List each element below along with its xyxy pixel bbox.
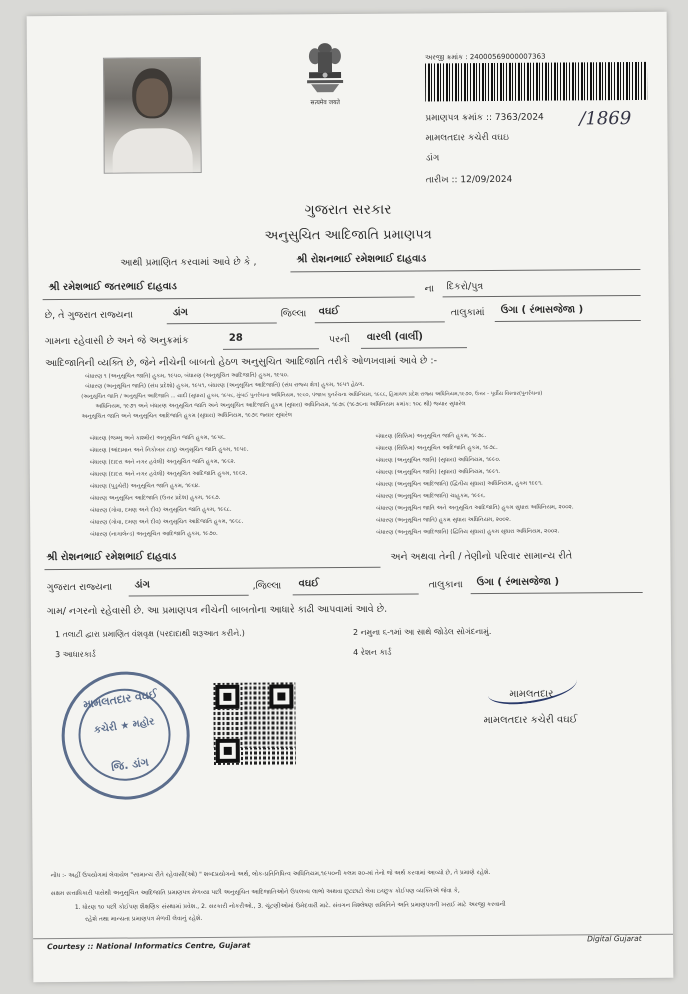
document-item: 4 રેશન કાર્ડ xyxy=(353,647,392,657)
father-name: શ્રી રમેશભાઈ જતરભાઈ દાહવાડ xyxy=(48,281,177,294)
photo-face xyxy=(136,78,168,116)
order-right-item: બંધારણ (અનુસૂચિત જાતિ) (સુધારા) અધિનિયમ, ૧૯૯૦. xyxy=(375,456,501,464)
applicant-name-repeat: શ્રી રોશનભાઈ રમેશભાઈ દાહવાડ xyxy=(46,551,177,564)
order-line: અનુસૂચિત જાતિ અને અનુસૂચિત આદિજાતિ હુકમ (સુધારા) અધિનિયમ, ૧૯૭૬ જ્યાર સુધારેલ xyxy=(81,412,293,420)
qr-finder xyxy=(215,685,239,709)
qr-finder xyxy=(216,739,240,763)
issuing-district: ડાંગ xyxy=(425,153,440,164)
order-right-item: બંધારણ (અનુસૂચિત જાતિ) હુકમ સુધારા અધિનિયમ, ૨૦૦૨. xyxy=(376,516,511,524)
footer-divider xyxy=(33,934,673,939)
certificate-number-label: પ્રમાણપત્ર ક્રમાંક :: xyxy=(425,112,493,124)
footer-brand: Digital Gujarat xyxy=(587,933,642,944)
village-underline xyxy=(495,320,641,322)
seal-line-3: જિ. ડાંગ xyxy=(110,755,150,774)
district-label: જિલ્લા xyxy=(280,308,307,320)
note-line: 1. ધોરણ ૧૦ પછી કોઈપણ શૈક્ષણિક સંસ્થામાં પ્રવેશ., 2. સરકારી નોકરીઓ., 3. ચૂંટણીઓમાં ઉમેદવારી માટે. સંવગન વિશ્લેષણ સમિતિને અતિ પ્રમાણપત્રની ખરાઈ માટે અરજી કરવાની xyxy=(74,900,506,911)
village-2-underline xyxy=(471,592,643,594)
father-name-underline xyxy=(43,297,415,301)
order-right-item: બંધારણ (અનુસૂચિત આદિજાતિ) ચાહુકમ, ૧૯૯૬. xyxy=(375,493,486,500)
order-left-item: બંધારણ (જમ્મુ અને કાશ્મીર) અનુસૂચિત જાતિ હુકમ, ૧૯૫૬. xyxy=(89,434,226,442)
barcode xyxy=(425,62,647,102)
resident-text: ગામના રહેવાસી છે અને જે અનુક્રમાંક xyxy=(44,335,189,348)
note-line: નોંધ :- અહીં ઉપયોગમાં લેવાયેલ "સામાન્ય રીતે રહેવાસી(ઓ) " શબ્દપ્રયોગનો અર્થ, લોક-પ્રતિનિધિત્વ અધિનિયમ,૧૯૫૦ની કલમ ૨૦-માં તેનો જે અર્થ કરવામાં આવ્યો છે, તે પ્રમાણે રહેશે. xyxy=(50,869,491,880)
taluka-2: વઘઈ xyxy=(298,578,320,590)
order-left-item: બંધારણ (પુડુચેરી) અનુસૂચિત જાતિ હુકમ, ૧૯૬૪. xyxy=(89,483,200,490)
document-item: 2 નમુના ૬-૧માં આ સાથે જોડેલ સોગંદનામું. xyxy=(352,627,492,637)
village: ઉગા ( રંભાસજેજા ) xyxy=(500,304,584,316)
certificate-page xyxy=(27,12,674,982)
order-right-item: બંધારણ (અનુસૂચિત આદિજાતિ) (દ્વિતીય સુધારા) અધિનિયમ, હુકમ ૧૯૯૧. xyxy=(375,480,543,488)
date-line xyxy=(426,175,513,186)
order-right-item: બંધારણ (અનુસૂચિત જાતિ અને અનુસૂચિત આદિજાતિ) હુકમ સુધારા અધિનિયમ, ૨૦૦૨. xyxy=(376,504,574,512)
serial-number: 28 xyxy=(228,332,243,344)
taluka-label-2: તાલુકાના xyxy=(428,579,463,591)
order-left-item: બંધારણ (દાદરા અને નગર હવેલી) અનુસૂચિત જાતિ હુકમ, ૧૯૬૨. xyxy=(89,458,236,466)
order-left-item: બંધારણ (દાદરા અને નગર હવેલી) અનુસૂચિત આદિજાતિ હુકમ, ૧૯૬૨. xyxy=(89,470,248,478)
certificate-title: અનુસુચિત આદિજાતિ પ્રમાણપત્ર xyxy=(264,227,432,244)
issue-date: 12/09/2024 xyxy=(460,174,513,186)
signatory-office: મામલતદાર કચેરી વઘઈ xyxy=(483,714,578,727)
order-left-item: બંધારણ (ગોવા, દમણ અને દીવ) અનુસૂચિત આદિજાતિ હુકમ, ૧૯૬૮. xyxy=(90,518,244,526)
photo-shirt xyxy=(112,128,192,173)
emblem-caption: सत्यमेव जयते xyxy=(310,99,341,107)
relation-underline xyxy=(443,295,641,297)
signature xyxy=(486,668,579,708)
document-item: 1 તલાટી દ્વારા પ્રમાણિત વંશવૃક્ષ (પરદાદાથી શરૂઆત કરીને.) xyxy=(54,628,245,640)
order-line: બંધારણ ૧ (અનુસૂચિત જાતિ) હુકમ, ૧૯૫૦, બંધારણ (અનુસૂચિત આદિજાતિ) હુકમ, ૧૯૫૦. xyxy=(85,372,289,380)
handwritten-number: /1869 xyxy=(579,108,632,130)
order-left-item: બંધારણ અનુસૂચિત આદિજાતિ (ઉત્તર પ્રદેશ) હુકમ, ૧૯૬૭. xyxy=(89,494,221,502)
state-district: ડાંગ xyxy=(172,307,188,319)
note-line: રહેશે તથા માન્યતા પ્રમાણપત્ર મેળવી લેવાનું રહેશે. xyxy=(84,915,203,923)
qr-code xyxy=(213,682,296,765)
qr-finder xyxy=(269,684,293,708)
order-left-item: બંધારણ (આંદામાન અને નિકોબાર ટાપુ) અનુસૂચિત જાતિ હુકમ, ૧૯૫૯. xyxy=(89,446,249,454)
serial-number-underline xyxy=(223,348,319,350)
seal-line-2: કચેરી ★ મહોર xyxy=(93,716,156,737)
applicant-photo xyxy=(103,57,202,174)
seal-line-1: મામલતદાર વઘઈ xyxy=(82,687,159,712)
certify-text: આથી પ્રમાણિત કરવામાં આવે છે કે , xyxy=(120,256,257,269)
applicant-name: શ્રી રોશનભાઈ રમેશભાઈ દાહવાડ xyxy=(296,253,427,266)
signatory-title: મામલતદાર xyxy=(509,688,554,700)
state-prefix-2: ગુજરાત રાજ્યના xyxy=(46,581,113,594)
office-seal xyxy=(53,663,198,808)
order-right-item: બંધારણ (અનુસૂચિત આદિજાતિ) (દ્વિતિય સુધારા) હુકમ સુધારા અધિનિયમ, ૨૦૦૨. xyxy=(376,528,560,536)
order-line: અધિનિયમ, ૧૯૭૧ અને બંધારણ અનુસૂચિત જાતિ અને અનુસૂચિત આદિજાતિ હુકમ (સુધારા) અધિનિયમ, ૧૯૭૬ (૧૯૭૬ના અધિનિયમ ક્રમાંક: ૧૦૮ થી) જ્યાર સુધારેલ xyxy=(95,401,466,410)
government-title: ગુજરાત સરકાર xyxy=(304,201,392,219)
relation: દિકરો/પુત્ર xyxy=(446,281,484,293)
applicant-name-repeat-underline xyxy=(44,567,380,570)
note-line: સક્ષમ સત્તાધિકારી પાસેથી અનુસૂચિત આદિજાતિ પ્રમાણપત્ર મેળવ્યા પછી અનુસૂચિત આદિજાતિઓને ઉપલબ્ધ લાભો અથવા છૂટછાટો લેવા ઇચ્છુક કોઈપણ વ્યક્તિએ જેવા કે, xyxy=(50,887,460,898)
taluka-label: તાલુકામાં xyxy=(450,307,485,319)
order-line: (અનુસૂચિત જાતિ / અનુસૂચિત આદિજાતિ ... યાદી (સુધારા) હુકમ, ૧૯૫૬, મુંબઈ પુનર્રચના અધિનિયમ, ૧૯૬૦, પંજાબ પુનર્રચના અધિનિયમ, ૧૯૬૬, હિમાચલ પ્રદેશ રાજ્ય અધિનિયમ,૧૯૭૦, ઉત્તર - પૂર્વીય વિસ્તાર(પુનર્રચના) xyxy=(81,390,543,400)
taluka-2-underline xyxy=(293,594,419,596)
application-number: અરજી ક્રમાંક : 24000569000007363 xyxy=(424,52,546,62)
applicant-name-underline xyxy=(290,269,640,272)
footer-courtesy: Courtesy :: National Informatics Centre, Gujarat xyxy=(47,940,251,952)
order-left-item: બંધારણ (નાગાલેન્ડ) અનુસૂચિત આદિજાતિ હુકમ, ૧૯૭૦. xyxy=(90,530,218,538)
certificate-number: 7363/2024 xyxy=(494,112,544,123)
date-label: તારીખ :: xyxy=(425,175,458,186)
tribe-name: વારલી (વાર્લી) xyxy=(366,331,423,343)
relation-label: ના xyxy=(424,283,434,295)
recognized-text: આદિજાતિની વ્યક્તિ છે, જેને નીચેની બાબતો હેઠળ અનુસુચિત આદિજાતિ તરીકે ઓળખવામાં આવે છે :- xyxy=(45,355,438,370)
taluka-name-underline xyxy=(315,321,445,323)
national-emblem-icon xyxy=(303,40,347,96)
district-2: ડાંગ xyxy=(134,579,150,591)
order-left-item: બંધારણ (ગોવા, દમણ અને દીવ) અનુસૂચિત જાતિ હુકમ, ૧૯૬૮. xyxy=(90,506,232,514)
tribe-name-underline xyxy=(361,347,467,349)
certificate-number-line xyxy=(425,113,543,124)
taluka-name: વઘઈ xyxy=(318,306,340,318)
order-right-item: બંધારણ (સિક્કિમ) અનુસૂચિત જાતિ હુકમ, ૧૯૭૮. xyxy=(375,433,487,440)
village-2: ઉગા ( રંભાસજેજા ) xyxy=(476,576,560,589)
state-prefix: છે, તે ગુજરાત રાજ્યના xyxy=(44,309,133,322)
district-2-underline xyxy=(129,595,249,597)
district-label-2: ,જિલ્લા xyxy=(252,580,282,592)
order-right-item: બંધારણ (અનુસૂચિત જાતિ) (સુધારા) અધિનિયમ, ૧૯૯૧. xyxy=(375,468,501,476)
document-item: 3 આધારકાર્ડ xyxy=(55,649,96,660)
issue-text: ગામ/ નગરનો રહેવાસી છે. આ પ્રમાણપત્ર નીચેની બાબતોના આધારે કાઢી આપવામાં આવે છે. xyxy=(46,603,388,618)
order-right-item: બંધારણ (સિક્કિમ) અનુસૂચિત આદિજાતિ હુકમ, ૧૯૭૮. xyxy=(375,444,498,452)
state-district-underline xyxy=(167,323,277,325)
tribe-prefix: પરની xyxy=(328,333,350,346)
order-line: બંધારણ (અનુસૂચિત જાતિ) (સંઘ પ્રદેશો) હુકમ, ૧૯૫૧, બંધારણ (અનુસૂચિત આદિજાતિ) (સંઘ રાજ્ય ક્ષેત્ર) હુકમ, ૧૯૫૧ હેઠળ. xyxy=(85,381,365,390)
family-text: અને અથવા તેની / તેણીનો પરિવાર સામાન્ય રીતે xyxy=(390,550,573,563)
issuing-office: મામલતદાર કચેરી વઘઇ xyxy=(425,132,509,144)
